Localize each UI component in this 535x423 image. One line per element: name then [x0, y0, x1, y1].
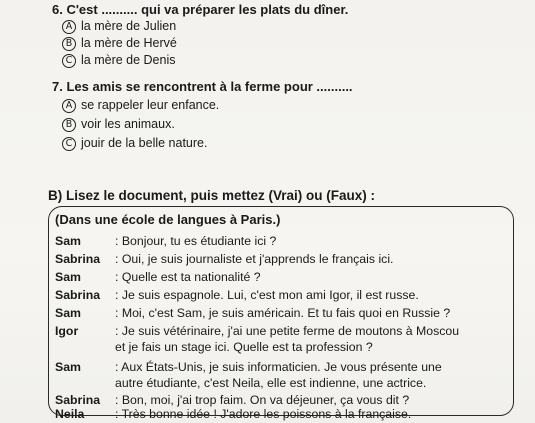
line-text: : Quelle est ta nationalité ? — [115, 270, 261, 284]
option-text: la mère de Julien — [81, 19, 177, 33]
option-letter-circle: C — [62, 54, 76, 68]
option-letter-circle: B — [62, 37, 76, 51]
dialogue-context: (Dans une école de langues à Paris.) — [55, 212, 281, 227]
dialogue-line — [55, 360, 442, 374]
dialogue-line — [55, 306, 450, 320]
q6-option-a — [62, 19, 176, 34]
option-text: voir les animaux. — [81, 117, 175, 131]
question-7: 7. Les amis se rencontrent à la ferme pour .......... — [52, 79, 353, 94]
option-text: se rappeler leur enfance. — [81, 98, 220, 112]
option-letter-circle: B — [62, 118, 76, 132]
option-letter-circle: A — [62, 99, 76, 113]
speaker-name: Igor — [55, 324, 79, 338]
q7-option-c — [62, 136, 207, 151]
line-text: : Bonjour, tu es étudiante ici ? — [115, 234, 277, 248]
dialogue-line — [55, 408, 411, 420]
option-text: jouir de la belle nature. — [81, 136, 208, 150]
dialogue-line — [55, 393, 409, 407]
speaker-name: Sam — [55, 306, 81, 320]
line-text: : Je suis vétérinaire, j'ai une petite ferme de moutons à Moscou — [115, 324, 460, 338]
line-text: : Moi, c'est Sam, je suis américain. Et tu fais quoi en Russie ? — [115, 306, 451, 320]
line-continuation: autre étudiante, c'est Neila, elle est indienne, une actrice. — [115, 376, 427, 390]
option-letter-circle: C — [62, 137, 76, 151]
dialogue-line — [55, 270, 261, 284]
dialogue-line — [55, 234, 276, 248]
section-b-title: B) Lisez le document, puis mettez (Vrai) ou (Faux) : — [48, 188, 376, 203]
q7-option-b — [62, 117, 175, 132]
option-letter-circle: A — [62, 20, 76, 34]
line-text: : Je suis espagnole. Lui, c'est mon ami Igor, il est russe. — [115, 288, 419, 302]
speaker-name: Sabrina — [55, 393, 101, 407]
q6-option-b — [62, 36, 177, 51]
dialogue-line — [55, 252, 393, 266]
line-text: : Très bonne idée ! J'adore les poissons à la française. — [115, 407, 412, 421]
option-text: la mère de Hervé — [81, 36, 177, 50]
line-text: : Oui, je suis journaliste et j'apprends le français ici. — [115, 252, 394, 266]
question-6: 6. C'est .......... qui va préparer les plats du dîner. — [52, 2, 349, 17]
speaker-name: Sabrina — [55, 288, 101, 302]
speaker-name: Neila — [55, 407, 85, 421]
dialogue-line — [55, 288, 419, 302]
q7-option-a — [62, 98, 219, 113]
speaker-name: Sabrina — [55, 252, 101, 266]
speaker-name: Sam — [55, 234, 81, 248]
q6-option-c — [62, 53, 176, 68]
option-text: la mère de Denis — [81, 53, 176, 67]
speaker-name: Sam — [55, 270, 81, 284]
line-text: : Bon, moi, j'ai trop faim. On va déjeuner, ça vous dit ? — [115, 393, 410, 407]
line-continuation: et je fais un stage ici. Quelle est ta profession ? — [115, 340, 373, 354]
speaker-name: Sam — [55, 360, 81, 374]
dialogue-line — [55, 324, 459, 338]
line-text: : Aux États-Unis, je suis informaticien. Je vous présente une — [115, 360, 442, 374]
